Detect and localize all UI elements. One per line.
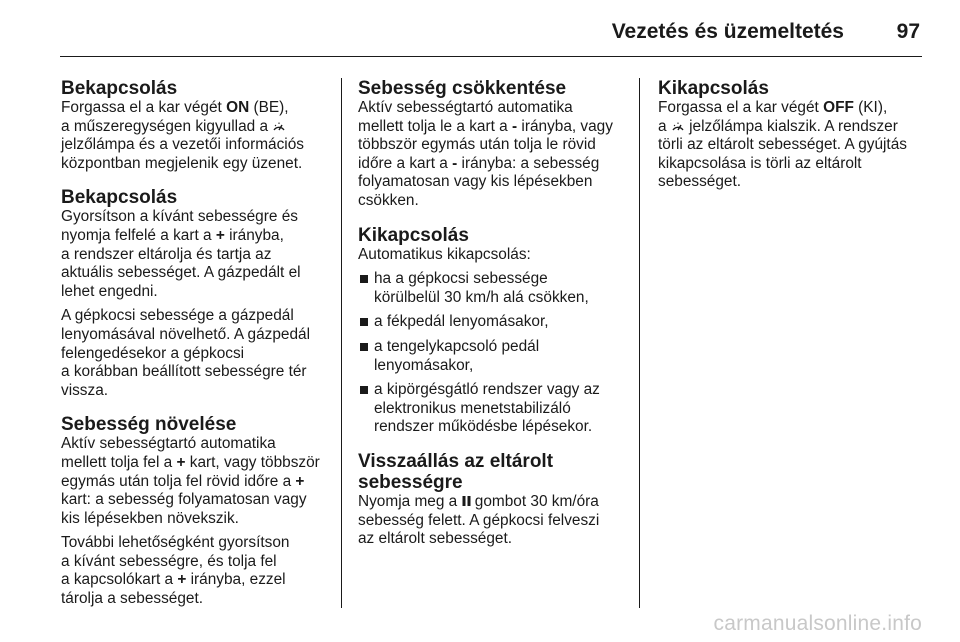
section-heading: Bekapcsolás xyxy=(61,78,178,99)
paragraph: Nyomja meg a gombot 30 km/óra sebesség felett. A gépkocsi felveszi az eltárolt sebességet. xyxy=(358,492,600,548)
column-3 xyxy=(658,78,926,192)
off-keyword: OFF xyxy=(823,99,854,116)
bullet-marker xyxy=(360,386,368,394)
paragraph: Forgassa el a kar végét ON (BE), a műszeregységen kigyullad a jelzőlámpa és a vezetői információs központban megjelenik egy üzenet. xyxy=(61,99,304,172)
section-heading: Kikapcsolás xyxy=(658,78,769,99)
section-heading: Sebesség csökkentése xyxy=(358,78,567,99)
section-heading: Sebesség növelése xyxy=(61,414,237,436)
watermark: carmanualsonline.info xyxy=(713,612,922,635)
column-2 xyxy=(358,78,626,549)
bullet-marker xyxy=(360,275,368,283)
list-item: a fékpedál lenyomásakor, xyxy=(358,313,626,332)
paragraph: Aktív sebességtartó automatika mellett tolja fel a + kart, vagy többször egymás után tolja fel rövid időre a + kart: a sebesség folyamatosan vagy kis lépésekben növekszik. xyxy=(61,435,320,527)
list-item: a tengelykapcsoló pedál lenyomásakor, xyxy=(358,338,626,375)
list-item: a kipörgésgátló rendszer vagy az elektronikus menetstabilizáló rendszer működésbe lépésekor. xyxy=(358,381,626,437)
on-keyword: ON xyxy=(226,99,250,116)
paragraph: A gépkocsi sebessége a gázpedál lenyomásával növelhető. A gázpedál felengedésekor a gépkocsi a korábban beállított sebességre tér vissza. xyxy=(61,307,310,399)
paragraph: További lehetőségként gyorsítson a kívánt sebességre, és tolja fel a kapcsolókart a + irányba, ezzel tárolja a sebességet. xyxy=(61,534,290,608)
section-heading: Kikapcsolás xyxy=(358,224,469,246)
cruise-control-lamp-icon xyxy=(671,120,685,132)
list-item: ha a gépkocsi sebessége körülbelül 30 km/h alá csökken, xyxy=(358,270,626,307)
cruise-control-lamp-icon xyxy=(272,120,286,132)
bullet-marker xyxy=(360,343,368,351)
bullet-marker xyxy=(360,318,368,326)
paragraph: Gyorsítson a kívánt sebességre és nyomja felfelé a kart a + irányba, a rendszer eltárolja és tartja az aktuális sebességet. A gázpedált el lehet engedni. xyxy=(61,208,301,300)
page-title: Vezetés és üzemeltetés xyxy=(611,20,844,43)
resume-pause-button-icon xyxy=(462,495,471,507)
column-1 xyxy=(61,78,329,609)
column-divider xyxy=(341,78,342,608)
paragraph: Forgassa el a kar végét OFF (KI), a jelzőlámpa kialszik. A rendszer törli az eltárolt sebességet. A gyújtás kikapcsolása is törli az eltárolt sebességet. xyxy=(658,99,907,191)
section-heading: Visszaállás az eltárolt sebességre xyxy=(358,450,554,493)
section-heading: Bekapcsolás xyxy=(61,187,178,209)
page-header xyxy=(60,0,922,57)
paragraph: Automatikus kikapcsolás: xyxy=(358,245,531,263)
page-number: 97 xyxy=(896,20,920,43)
paragraph: Aktív sebességtartó automatika mellett tolja le a kart a - irányba, vagy többször egymás után tolja le rövid időre a kart a - irányba: a sebesség folyamatosan vagy kis lépésekben csökken. xyxy=(358,99,613,209)
column-divider xyxy=(639,78,640,608)
